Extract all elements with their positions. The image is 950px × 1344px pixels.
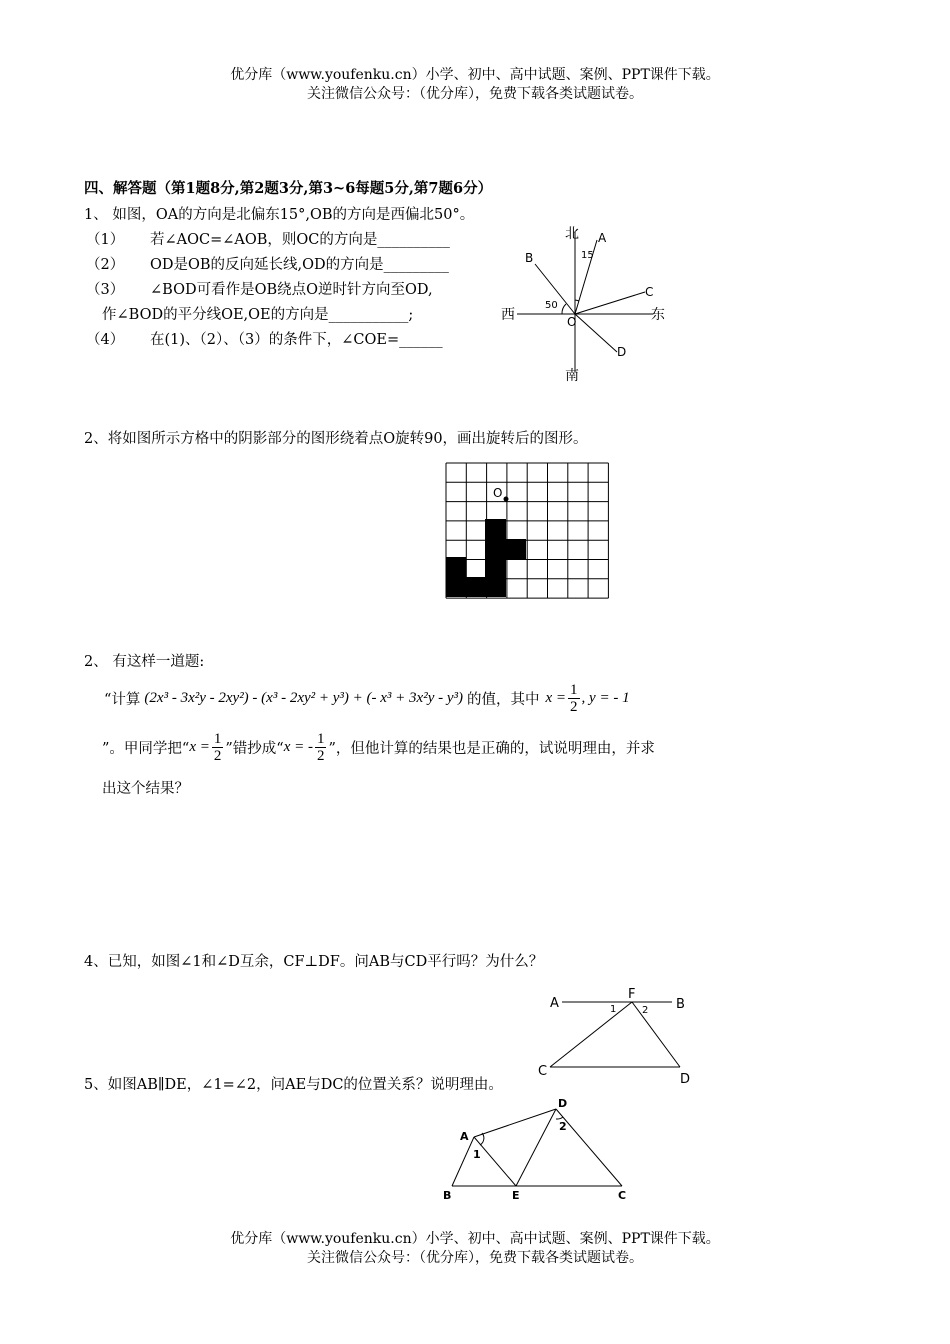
q3-line1-mid: 的值，其中 [467, 691, 540, 708]
q3-line-2 [102, 727, 655, 767]
q3-line2-den: 2 [213, 747, 222, 764]
q3-line1-prefix: “计算 [104, 691, 141, 708]
q4-point-b: B [676, 997, 685, 1012]
q3-line2-num: 1 [213, 730, 222, 747]
q3-stem: 2、 有这样一道题: [84, 654, 205, 670]
q3-line2-a: ”。甲同学把“ [102, 740, 190, 757]
south-label: 南 [565, 368, 579, 384]
q1-part4-number: （4） [86, 332, 125, 348]
q3-half-den: 2 [570, 698, 578, 715]
q5-point-c: C [618, 1189, 627, 1202]
q5-point-d: D [558, 1097, 568, 1110]
header-line-1: 优分库（www.youfenku.cn）小学、初中、高中试题、案例、PPT课件下载。 [230, 67, 720, 83]
q5-angle-2: 2 [559, 1120, 567, 1133]
north-label: 北 [565, 226, 579, 242]
q3-cond-x: x = [545, 689, 567, 706]
q1-part3b: 作∠BOD的平分线OE,OE的方向是___________; [102, 307, 414, 323]
q1-part1-number: （1） [86, 232, 125, 248]
q4-angle-1: 1 [610, 1004, 617, 1015]
q4-angle-2: 2 [642, 1005, 649, 1016]
grid-point-o-label: O [493, 486, 503, 500]
q4-point-d: D [680, 1072, 691, 1087]
point-o-label: O [567, 315, 577, 329]
west-label: 西 [501, 307, 515, 323]
point-b-label: B [525, 251, 534, 265]
q5-stem: 5、如图AB∥DE，∠1=∠2，问AE与DC的位置关系？说明理由。 [84, 1077, 503, 1093]
grid-figure [444, 462, 612, 608]
header-line-2: 关注微信公众号：（优分库），免费下载各类试题试卷。 [307, 86, 643, 102]
q2-stem: 2、将如图所示方格中的阴影部分的图形绕着点O旋转90，画出旋转后的图形。 [84, 431, 588, 447]
q3-line2-neg-den: 2 [316, 747, 325, 764]
east-label: 东 [651, 307, 665, 323]
compass-diagram [495, 222, 675, 384]
q5-point-b: B [443, 1189, 452, 1202]
q3-half-fraction [568, 682, 580, 715]
q3-line2-b: ”错抄成“ [225, 740, 284, 757]
q3-line2-neg-num: 1 [316, 730, 325, 747]
q1-part1: 若∠AOC=∠AOB，则OC的方向是__________ [150, 232, 450, 248]
point-c-label: C [645, 285, 654, 299]
q3-line2-c: ”，但他计算的结果也是正确的，试说明理由，并求 [328, 740, 655, 757]
footer-line-1: 优分库（www.youfenku.cn）小学、初中、高中试题、案例、PPT课件下载。 [230, 1231, 720, 1247]
q4-point-f: F [628, 987, 636, 1002]
q3-line-3: 出这个结果？ [102, 781, 189, 797]
angle-50-label: 50 [545, 300, 558, 311]
q4-point-c: C [538, 1064, 548, 1079]
q1-part2-number: （2） [86, 257, 125, 273]
q5-point-a: A [460, 1130, 469, 1143]
q3-half-num: 1 [570, 681, 578, 698]
q3-line-1 [104, 678, 630, 718]
q1-part2: OD是OB的反向延长线,OD的方向是_________ [150, 257, 449, 273]
q3-line2-neg-fraction [315, 731, 327, 764]
section-title: 四、解答题（第1题8分,第2题3分,第3~6每题5分,第7题6分） [84, 180, 493, 197]
point-o-dot [504, 497, 509, 502]
q4-stem: 4、已知，如图∠1和∠D互余，CF⊥DF。问AB与CD平行吗？为什么？ [84, 954, 544, 970]
point-d-label: D [617, 345, 627, 359]
q3-line2-fraction [212, 731, 224, 764]
q3-expression: (2x³ - 3x²y - 2xy²) - (x³ - 2xy² + y³) + (- x³ + 3x²y - y³) [144, 689, 464, 706]
q5-angle-1: 1 [473, 1148, 481, 1161]
q5-diagram [438, 1093, 638, 1205]
q1-part4: 在(1)、（2）、（3）的条件下，∠COE=______ [150, 332, 443, 348]
q4-point-a: A [550, 996, 559, 1011]
q5-point-e: E [512, 1189, 520, 1202]
point-a-label: A [598, 231, 607, 245]
footer-line-2: 关注微信公众号：（优分库），免费下载各类试题试卷。 [307, 1250, 643, 1266]
q1-stem: 1、 如图，OA的方向是北偏东15°,OB的方向是西偏北50°。 [84, 207, 475, 223]
q4-diagram [540, 985, 700, 1090]
q1-part3: ∠BOD可看作是OB绕点O逆时针方向至OD, [150, 282, 433, 298]
q3-line2-x: x = [189, 738, 210, 755]
q3-line2-xneg: x = - [283, 738, 313, 755]
angle-15-label: 15 [581, 250, 594, 261]
q1-part3-number: （3） [86, 282, 125, 298]
q3-cond-y: , y = - 1 [581, 689, 630, 706]
